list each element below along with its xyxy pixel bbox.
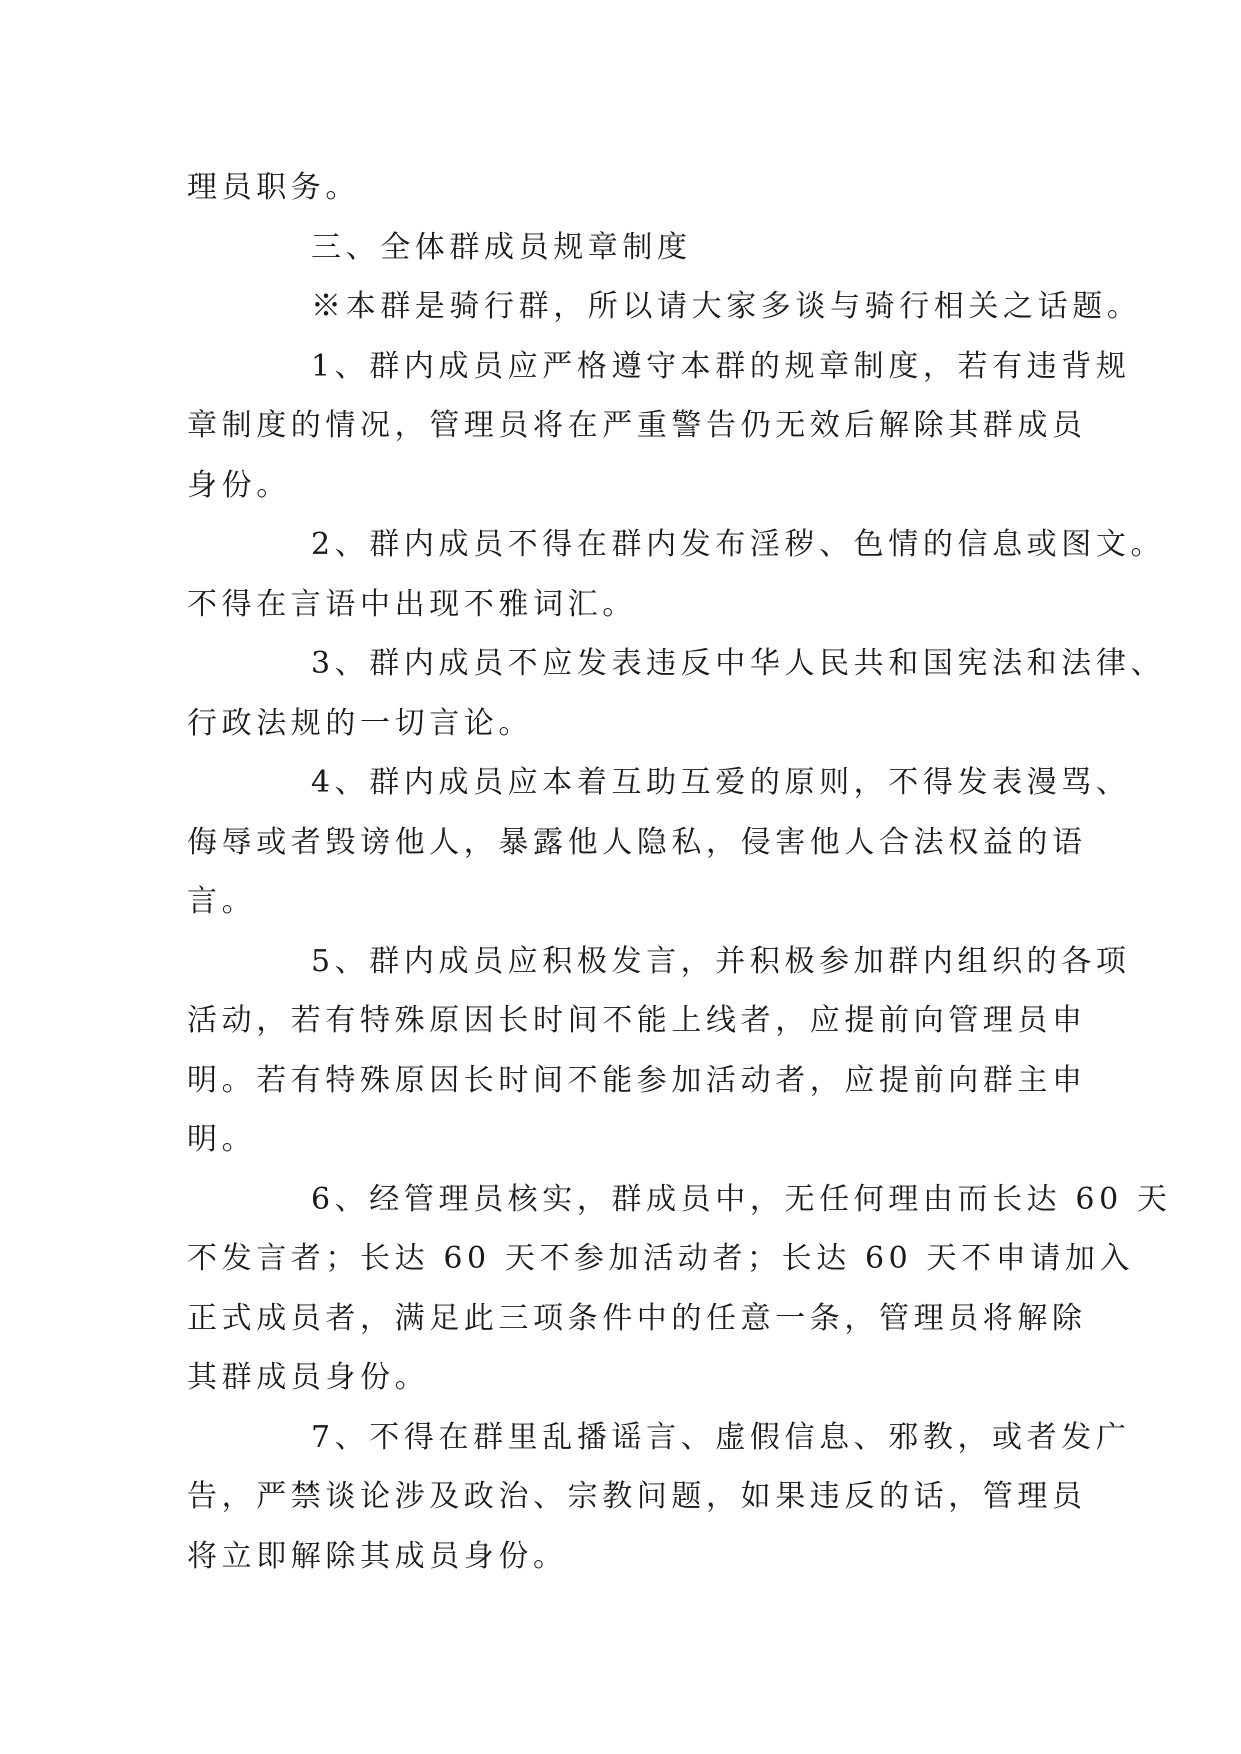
text-line: ※本群是骑行群，所以请大家多谈与骑行相关之话题。 [311, 289, 1142, 324]
text-line: 7、不得在群里乱播谣言、虚假信息、邪教，或者发广 [311, 1419, 1131, 1455]
paragraph [187, 218, 1059, 278]
text-line: 明。若有特殊原因长时间不能参加活动者，应提前向群主申 [187, 1062, 1087, 1098]
text-line: 其群成员身份。 [187, 1360, 430, 1395]
paragraph [187, 634, 1166, 753]
text-line: 不得在言语中出现不雅词汇。 [187, 586, 637, 622]
text-line: 正式成员者，满足此三项条件中的任意一条，管理员将解除 [187, 1300, 1087, 1336]
text-line: 章制度的情况，管理员将在严重警告仍无效后解除其群成员 [187, 408, 1087, 443]
text-line: 5、群内成员应积极发言，并积极参加群内组织的各项 [311, 943, 1131, 979]
text-line: 不发言者；长达 60 天不参加活动者；长达 60 天不申请加入 [187, 1241, 1135, 1276]
text-line: 侮辱或者毁谤他人，暴露他人隐私，侵害他人合法权益的语 [187, 824, 1087, 860]
text-line: 行政法规的一切言论。 [187, 705, 533, 741]
text-line: 明。 [187, 1122, 257, 1157]
paragraph [187, 1408, 1131, 1587]
paragraph [187, 158, 1059, 218]
text-line: 2、群内成员不得在群内发布淫秽、色情的信息或图文。 [311, 527, 1166, 562]
paragraph [187, 1170, 1172, 1408]
paragraph [187, 932, 1131, 1170]
text-line: 将立即解除其成员身份。 [187, 1538, 568, 1574]
text-line: 6、经管理员核实，群成员中，无任何理由而长达 60 天 [311, 1181, 1172, 1217]
text-line: 言。 [187, 884, 257, 919]
paragraph [187, 753, 1131, 932]
text-line: 理员职务。 [187, 170, 360, 205]
paragraph [187, 337, 1131, 516]
document-body [187, 158, 1172, 1586]
text-line: 三、全体群成员规章制度 [311, 229, 692, 265]
text-line: 身份。 [187, 467, 291, 503]
text-line: 1、群内成员应严格遵守本群的规章制度，若有违背规 [311, 348, 1131, 384]
paragraph [187, 277, 1142, 337]
text-line: 3、群内成员不应发表违反中华人民共和国宪法和法律、 [311, 646, 1166, 681]
paragraph [187, 515, 1166, 634]
text-line: 告，严禁谈论涉及政治、宗教问题，如果违反的话，管理员 [187, 1479, 1087, 1514]
text-line: 4、群内成员应本着互助互爱的原则，不得发表漫骂、 [311, 765, 1131, 800]
text-line: 活动，若有特殊原因长时间不能上线者，应提前向管理员申 [187, 1003, 1087, 1038]
